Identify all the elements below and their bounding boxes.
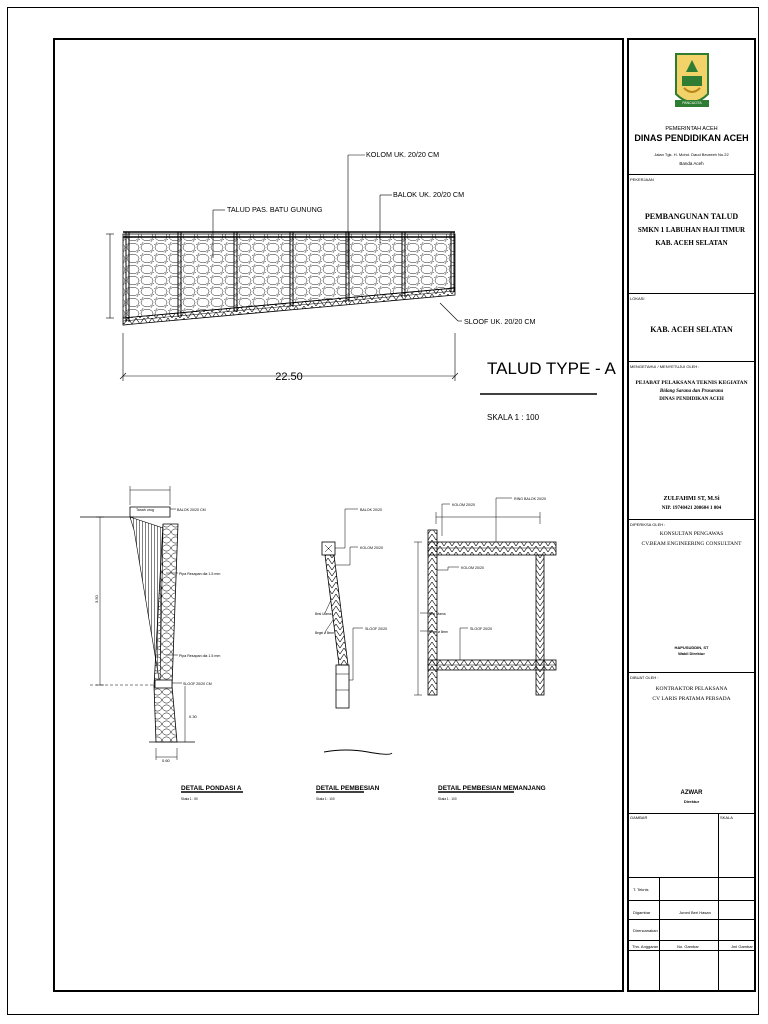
length-dimension: 22.50	[275, 371, 303, 383]
row-tteknis: T. Teknis	[633, 887, 649, 892]
agency-top: PEMERINTAH ACEH	[665, 126, 718, 132]
drawing-scale: SKALA 1 : 100	[487, 413, 540, 422]
pembesian-title: DETAIL PEMBESIAN	[316, 785, 380, 792]
pembesian-balok-label: BALOK 20/20	[360, 508, 382, 512]
memanjang-ring-balok-label: RING BALOK 20/20	[514, 497, 546, 501]
pondasi-tanah-label: Tanah urug	[136, 508, 154, 512]
skala-label: SKALA	[720, 815, 733, 820]
konsultan-line-2: CV.BEAM ENGINEERING CONSULTANT	[641, 541, 742, 547]
pondasi-pipa1-label: Pipa Resapan dia 1.5 mm	[179, 572, 221, 576]
logo-caption: PANCACITA	[682, 101, 702, 105]
kontraktor-role: Direktur	[683, 799, 700, 804]
sloof-label: SLOOF UK. 20/20 CM	[464, 317, 536, 326]
kontraktor-line-1: KONTRAKTOR PELAKSANA	[655, 686, 728, 692]
pondasi-dim-a: 0.30	[189, 714, 197, 719]
kolom-label: KOLOM UK. 20/20 CM	[366, 150, 440, 159]
pondasi-scale: Skala 1 : 50	[181, 797, 198, 801]
agency-address: Jalan Tgk. H. Mohd. Daud Beureeh No.22	[654, 152, 729, 157]
pembesian-begel: Begel ø 8mm	[315, 631, 334, 635]
row-direncanakan: Direncanakan	[633, 928, 658, 933]
mengetahui-label: MENGETAHUI / MENYETUJUI OLEH :	[630, 364, 700, 369]
drawing-title: TALUD TYPE - A	[487, 359, 616, 378]
pondasi-height: 3.50	[94, 595, 99, 603]
detail-pembesian-memanjang	[414, 497, 556, 801]
konsultan-line-1: KONSULTAN PENGAWAS	[659, 531, 724, 537]
memanjang-besi-utama: Besi Utama	[429, 612, 446, 616]
konsultan-role: Wakil Direktur	[678, 651, 705, 656]
diperiksa-label: DIPERIKSA OLEH :	[630, 522, 666, 527]
balok-label: BALOK UK. 20/20 CM	[393, 190, 465, 199]
pekerjaan-line-1: PEMBANGUNAN TALUD	[644, 212, 739, 221]
pondasi-sloof-label: SLOOF 20/20 CM	[183, 682, 212, 686]
row-thn-anggaran: Thn. Anggaran	[632, 944, 659, 949]
pondasi-title: DETAIL PONDASI A	[181, 785, 242, 792]
pembesian-sloof-label: SLOOF 20/20	[365, 627, 388, 631]
pekerjaan-line-3: KAB. ACEH SELATAN	[655, 239, 728, 247]
dibuat-label: DIBUAT OLEH :	[630, 675, 659, 680]
row-jml-gambar: Jml Gambar	[731, 944, 753, 949]
gambar-skala-divider	[718, 813, 719, 990]
pembesian-scale: Skala 1 : 100	[316, 797, 335, 801]
pondasi-balok-label: BALOK 20/20 CM	[177, 508, 206, 512]
mengetahui-line-2: Bidang Sarana dan Prasarana	[659, 389, 724, 394]
pekerjaan-label: PEKERJAAN	[630, 177, 654, 182]
detail-pondasi	[80, 486, 243, 801]
agency-city: Banda Aceh	[679, 161, 704, 166]
rows-divider	[659, 877, 660, 990]
pejabat-nip: NIP. 19740421 200604 1 004	[661, 506, 722, 511]
memanjang-begel: Begel ø 8mm	[429, 630, 448, 634]
pejabat-name: ZULFAHMI ST, M.Si	[663, 496, 720, 502]
memanjang-scale: Skala 1 : 100	[438, 797, 457, 801]
memanjang-sloof-label: SLOOF 20/20	[470, 627, 493, 631]
kontraktor-line-2: CV LARIS PRATAMA PERSADA	[652, 696, 731, 702]
gambar-label: GAMBAR	[630, 815, 648, 820]
pembesian-besi-utama: Besi Utama	[315, 612, 332, 616]
konsultan-name: HAPUSUDDIN, ST	[674, 645, 709, 650]
kontraktor-name: AZWAR	[680, 790, 703, 796]
agency-name: DINAS PENDIDIKAN ACEH	[634, 133, 749, 143]
pondasi-dim-b: 0.60	[162, 758, 170, 763]
mengetahui-line-1: PEJABAT PELAKSANA TEKNIS KEGIATAN	[635, 380, 748, 386]
mengetahui-line-3: DINAS PENDIDIKAN ACEH	[659, 397, 724, 402]
pondasi-pipa2-label: Pipa Resapan dia 1.5 mm	[179, 654, 221, 658]
detail-pembesian	[315, 508, 392, 801]
row-digambar: Digambar	[633, 910, 651, 915]
row-digambar-name: Juned Beri Hasan	[679, 910, 711, 915]
memanjang-kolom2-label: KOLOM 20/20	[461, 566, 484, 570]
memanjang-kolom-label: KOLOM 20/20	[452, 503, 475, 507]
pekerjaan-line-2: SMKN 1 LABUHAN HAJI TIMUR	[637, 226, 746, 234]
lokasi-label: LOKASI	[630, 296, 645, 301]
talud-label: TALUD PAS. BATU GUNUNG	[227, 205, 323, 214]
memanjang-title: DETAIL PEMBESIAN MEMANJANG	[438, 785, 546, 792]
pembesian-kolom-label: KOLOM 20/20	[360, 546, 383, 550]
talud-wall-elevation	[123, 232, 455, 325]
lokasi-value: KAB. ACEH SELATAN	[650, 325, 733, 334]
row-no-gambar: No. Gambar	[677, 944, 699, 949]
